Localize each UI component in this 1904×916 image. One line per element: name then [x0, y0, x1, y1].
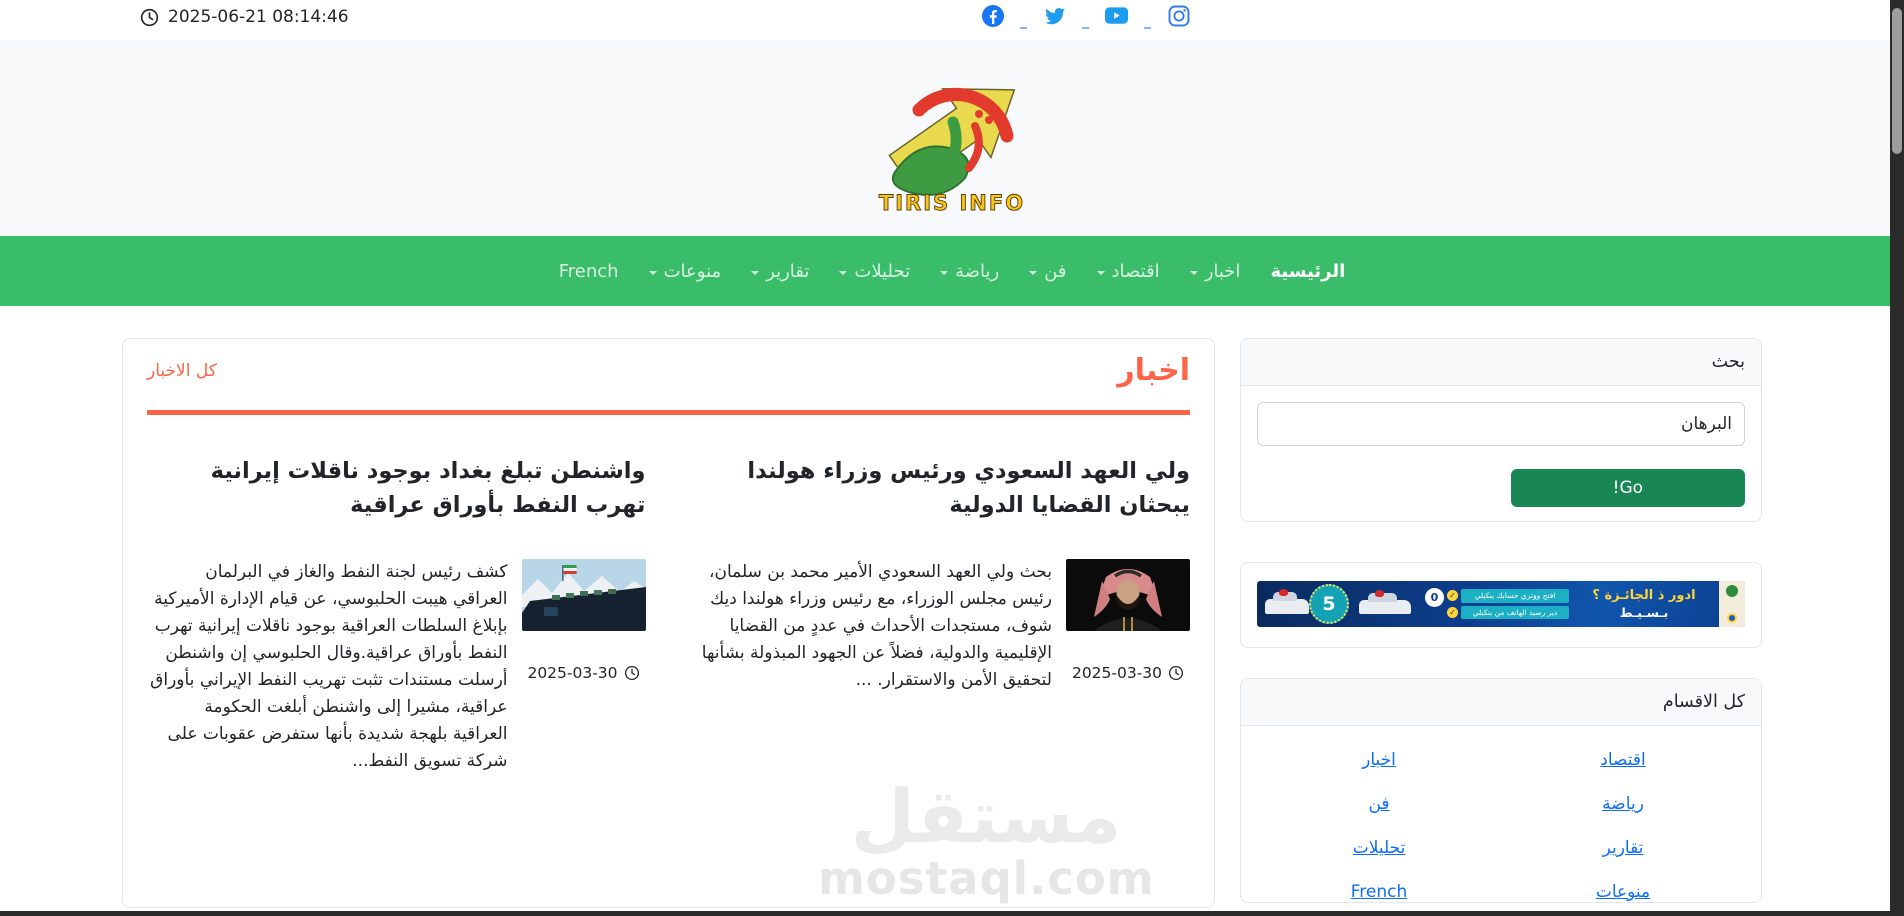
ad-headline: [1569, 581, 1719, 627]
timestamp-text: 2025-06-21 08:14:46: [168, 7, 349, 27]
search-input[interactable]: [1257, 402, 1745, 446]
site-logo[interactable]: [857, 52, 1047, 224]
sidebar: [1240, 338, 1762, 903]
truck-graphic: [1265, 599, 1309, 614]
article-image-oil-tanker[interactable]: [522, 559, 646, 631]
ad-brand-strip: [1719, 581, 1745, 627]
logo-title: TIRIS INFO: [878, 191, 1026, 215]
ad-bullet-text: افتح ووتري حسابك بنكيلي: [1461, 589, 1569, 602]
category-link-economy[interactable]: اقتصاد: [1600, 750, 1646, 770]
nav-label: تحليلات: [854, 260, 911, 282]
categories-card: [1240, 678, 1762, 903]
chevron-down-icon: [1190, 271, 1198, 275]
instagram-icon[interactable]: [1166, 3, 1191, 28]
chevron-down-icon: [1029, 271, 1037, 275]
article-date-text: 2025-03-30: [1071, 663, 1163, 682]
article-card: [692, 419, 1191, 775]
nav-item-news[interactable]: [1175, 261, 1256, 282]
vertical-scrollbar[interactable]: [1890, 0, 1904, 916]
clock-icon: [624, 665, 640, 681]
nav-item-sport[interactable]: [925, 261, 1014, 282]
topbar: [0, 0, 1904, 40]
check-icon: ✓: [1447, 607, 1458, 618]
twitter-icon[interactable]: [1042, 3, 1067, 28]
scrollbar-thumb[interactable]: [1892, 8, 1902, 154]
nav-label: رياضة: [955, 260, 1000, 282]
watermark-arabic: مستقل: [850, 774, 1122, 860]
main-navbar: [0, 236, 1904, 306]
ad-badge-5: 5: [1309, 584, 1349, 624]
nav-label: تقارير: [766, 260, 810, 282]
nav-label: الرئيسية: [1270, 260, 1346, 282]
accent-divider: [147, 410, 1190, 415]
nav-label: اخبار: [1204, 260, 1241, 282]
chevron-down-icon: [751, 271, 759, 275]
social-separator: _: [1020, 13, 1027, 29]
nav-item-misc[interactable]: [634, 261, 737, 282]
ad-subline-text: بـسـيـط: [1619, 605, 1669, 620]
category-link-news[interactable]: اخبار: [1362, 750, 1396, 770]
brand-logo-icon: [1727, 613, 1737, 623]
horizontal-scrollbar[interactable]: [0, 911, 1904, 916]
gift-bow-icon: [1279, 589, 1288, 596]
nav-item-economy[interactable]: [1082, 261, 1175, 282]
gift-bow-icon: [1375, 590, 1384, 597]
youtube-icon[interactable]: [1104, 3, 1129, 28]
categories-card-title: كل الاقسام: [1241, 679, 1761, 726]
brand-logo-icon: [1726, 585, 1738, 597]
category-link-misc[interactable]: منوعات: [1595, 882, 1651, 902]
article-card: [147, 419, 646, 775]
ad-badge-0: 0: [1425, 588, 1444, 607]
facebook-icon[interactable]: [980, 3, 1005, 28]
nav-label: French: [558, 260, 619, 282]
search-go-button[interactable]: Go!: [1511, 469, 1745, 507]
nav-label: اقتصاد: [1111, 260, 1160, 282]
search-card-title: بحث: [1241, 339, 1761, 386]
all-news-link[interactable]: كل الاخبار: [147, 360, 217, 381]
chevron-down-icon: [839, 271, 847, 275]
nav-label: منوعات: [663, 260, 722, 282]
social-separator: _: [1144, 13, 1151, 29]
timestamp: [140, 7, 349, 27]
watermark-latin: mostaql.com: [818, 852, 1155, 905]
article-media: [522, 559, 646, 775]
search-card: [1240, 338, 1762, 522]
category-link-analysis[interactable]: تحليلات: [1352, 838, 1406, 858]
article-media: [1066, 559, 1190, 694]
category-link-sport[interactable]: رياضة: [1602, 794, 1644, 814]
article-date: [522, 664, 646, 682]
article-excerpt: بحث ولي العهد السعودي الأمير محمد بن سلمان، رئيس مجلس الوزراء، مع رئيس وزراء هولندا ديك شوف، مستجدات الأحداث في عددٍ من القضايا الإقليمية والدولية، فضلاً عن الجهود المبذولة بشأنها لتحقيق الأمن والاستقرار. ...: [701, 561, 1052, 690]
category-link-art[interactable]: فن: [1368, 794, 1390, 814]
article-date-text: 2025-03-30: [527, 663, 618, 682]
article-title[interactable]: واشنطن تبلغ بغداد بوجود ناقلات إيرانية تهرب النفط بأوراق عراقية: [210, 458, 646, 518]
ad-banner[interactable]: [1257, 581, 1745, 627]
nav-item-french[interactable]: [544, 261, 634, 282]
nav-item-analysis[interactable]: [824, 261, 925, 282]
ad-cars-graphic: [1257, 581, 1447, 627]
article-date: [1066, 664, 1190, 682]
category-link-french[interactable]: French: [1350, 882, 1408, 902]
ad-bullet-text: دير رصيد الهاتف من بنكيلي: [1461, 606, 1569, 619]
content-area: [0, 306, 1904, 916]
news-section-card: [122, 338, 1215, 908]
nav-item-home[interactable]: [1255, 261, 1360, 282]
ad-bullets: [1447, 581, 1569, 627]
page-title: اخبار: [1117, 353, 1190, 388]
article-title[interactable]: ولي العهد السعودي ورئيس وزراء هولندا يبحثان القضايا الدولية: [747, 458, 1190, 518]
ad-card: [1240, 562, 1762, 648]
ad-headline-text: ادور ذ الجائـزة ؟: [1592, 588, 1696, 603]
sedan-graphic: [1359, 600, 1411, 614]
social-links: [980, 3, 1191, 29]
article-image-crown-prince[interactable]: [1066, 559, 1190, 631]
nav-label: فن: [1044, 260, 1067, 282]
header: [0, 40, 1904, 236]
nav-item-reports[interactable]: [736, 261, 824, 282]
clock-icon: [140, 8, 159, 27]
article-excerpt: كشف رئيس لجنة النفط والغاز في البرلمان العراقي هيبت الحلبوسي، عن قيام الإدارة الأميركية بإبلاغ السلطات العراقية بوجود ناقلات إيرانية تهرب النفط بأوراق عراقية.وقال الحلبوسي إن واشنطن أرسلت مستندات تثبت تهريب النفط الإيراني بأوراق عراقية، مشيرا إلى واشنطن أبلغت الحكومة العراقية بلهجة شديدة بأنها ستفرض عقوبات على شركة تسويق النفط...: [150, 561, 508, 771]
chevron-down-icon: [940, 271, 948, 275]
nav-list: [544, 261, 1361, 282]
chevron-down-icon: [649, 271, 657, 275]
clock-icon: [1168, 665, 1184, 681]
chevron-down-icon: [1097, 271, 1105, 275]
category-link-reports[interactable]: تقارير: [1602, 838, 1644, 858]
check-icon: ✓: [1447, 590, 1458, 601]
nav-item-art[interactable]: [1014, 261, 1081, 282]
social-separator: _: [1082, 13, 1089, 29]
